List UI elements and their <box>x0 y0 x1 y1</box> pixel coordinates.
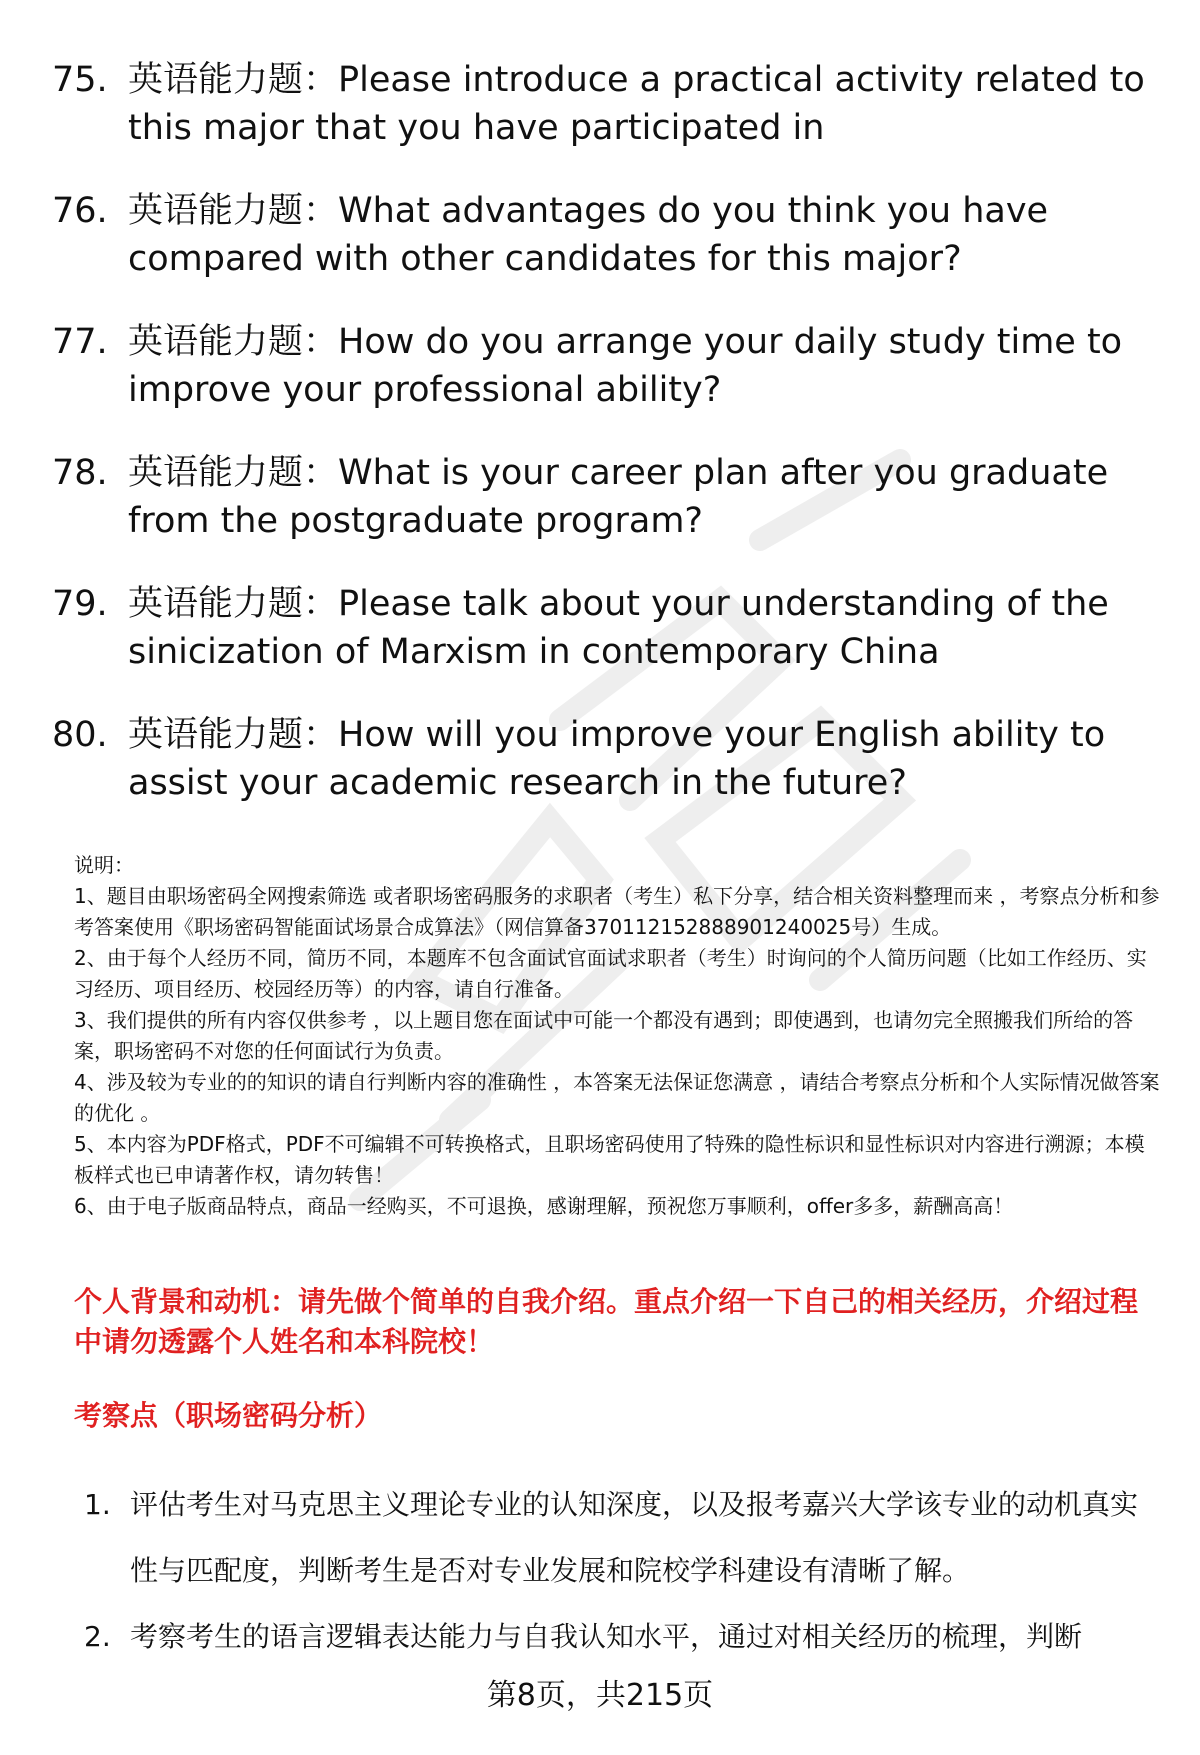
question-text: 英语能力题：How will you improve your English ability to assist your academic research in the future? <box>128 715 1106 803</box>
analysis-item <box>84 1604 1164 1670</box>
question-text: 英语能力题：What advantages do you think you have compared with other candidates for this major? <box>128 191 1049 279</box>
note-item: 2、由于每个人经历不同，简历不同，本题库不包含面试官面试求职者（考生）时询问的个人简历问题（比如工作经历、实习经历、项目经历、校园经历等）的内容，请自行准备。 <box>74 946 1147 1001</box>
notes-section <box>74 850 1164 1222</box>
question-text: 英语能力题：Please introduce a practical activity related to this major that you have participated in <box>128 60 1145 148</box>
note-item: 6、由于电子版商品特点，商品一经购买，不可退换，感谢理解，预祝您万事顺利，offer多多，薪酬高高！ <box>74 1194 1014 1218</box>
background-question: 个人背景和动机：请先做个简单的自我介绍。重点介绍一下自己的相关经历，介绍过程中请勿透露个人姓名和本科院校！ <box>74 1285 1139 1358</box>
page-footer: 第8页，共215页 <box>486 1678 714 1713</box>
question-text: 英语能力题：What is your career plan after you graduate from the postgraduate program? <box>128 453 1109 541</box>
question-number: 76. <box>52 191 108 231</box>
analysis-number: 2. <box>84 1620 111 1653</box>
analysis-text: 评估考生对马克思主义理论专业的认知深度，以及报考嘉兴大学该专业的动机真实性与匹配度，判断考生是否对专业发展和院校学科建设有清晰了解。 <box>130 1488 1139 1587</box>
analysis-item <box>84 1472 1164 1604</box>
note-item: 3、我们提供的所有内容仅供参考 ，以上题目您在面试中可能一个都没有遇到；即使遇到，也请勿完全照搬我们所给的答案，职场密码不对您的任何面试行为负责。 <box>74 1008 1134 1063</box>
question-number: 75. <box>52 60 108 100</box>
note-item: 1、题目由职场密码全网搜索筛选 或者职场密码服务的求职者（考生）私下分享，结合相关资料整理而来 ，考察点分析和参考答案使用《职场密码智能面试场景合成算法》（网信算备370112152888901240025号）生成。 <box>74 884 1160 939</box>
question-item <box>52 580 1162 676</box>
question-number: 80. <box>52 715 108 755</box>
analysis-title: 考察点（职场密码分析） <box>74 1399 383 1432</box>
analysis-text: 考察考生的语言逻辑表达能力与自我认知水平，通过对相关经历的梳理，判断 <box>130 1620 1083 1653</box>
analysis-list <box>84 1472 1164 1670</box>
analysis-number: 1. <box>84 1488 111 1521</box>
notes-heading: 说明： <box>74 853 134 877</box>
note-item: 5、本内容为PDF格式，PDF不可编辑不可转换格式，且职场密码使用了特殊的隐性标识和显性标识对内容进行溯源；本模板样式也已申请著作权，请勿转售！ <box>74 1132 1145 1187</box>
question-list <box>52 56 1162 842</box>
question-item <box>52 56 1162 152</box>
question-number: 79. <box>52 584 108 624</box>
question-number: 77. <box>52 322 108 362</box>
question-item <box>52 187 1162 283</box>
question-text: 英语能力题：How do you arrange your daily study time to improve your professional ability? <box>128 322 1123 410</box>
question-item <box>52 711 1162 807</box>
question-item <box>52 318 1162 414</box>
question-text: 英语能力题：Please talk about your understanding of the sinicization of Marxism in contemporary China <box>128 584 1109 672</box>
question-item <box>52 449 1162 545</box>
question-number: 78. <box>52 453 108 493</box>
note-item: 4、涉及较为专业的的知识的请自行判断内容的准确性 ，本答案无法保证您满意 ，请结合考察点分析和个人实际情况做答案的优化 。 <box>74 1070 1160 1125</box>
